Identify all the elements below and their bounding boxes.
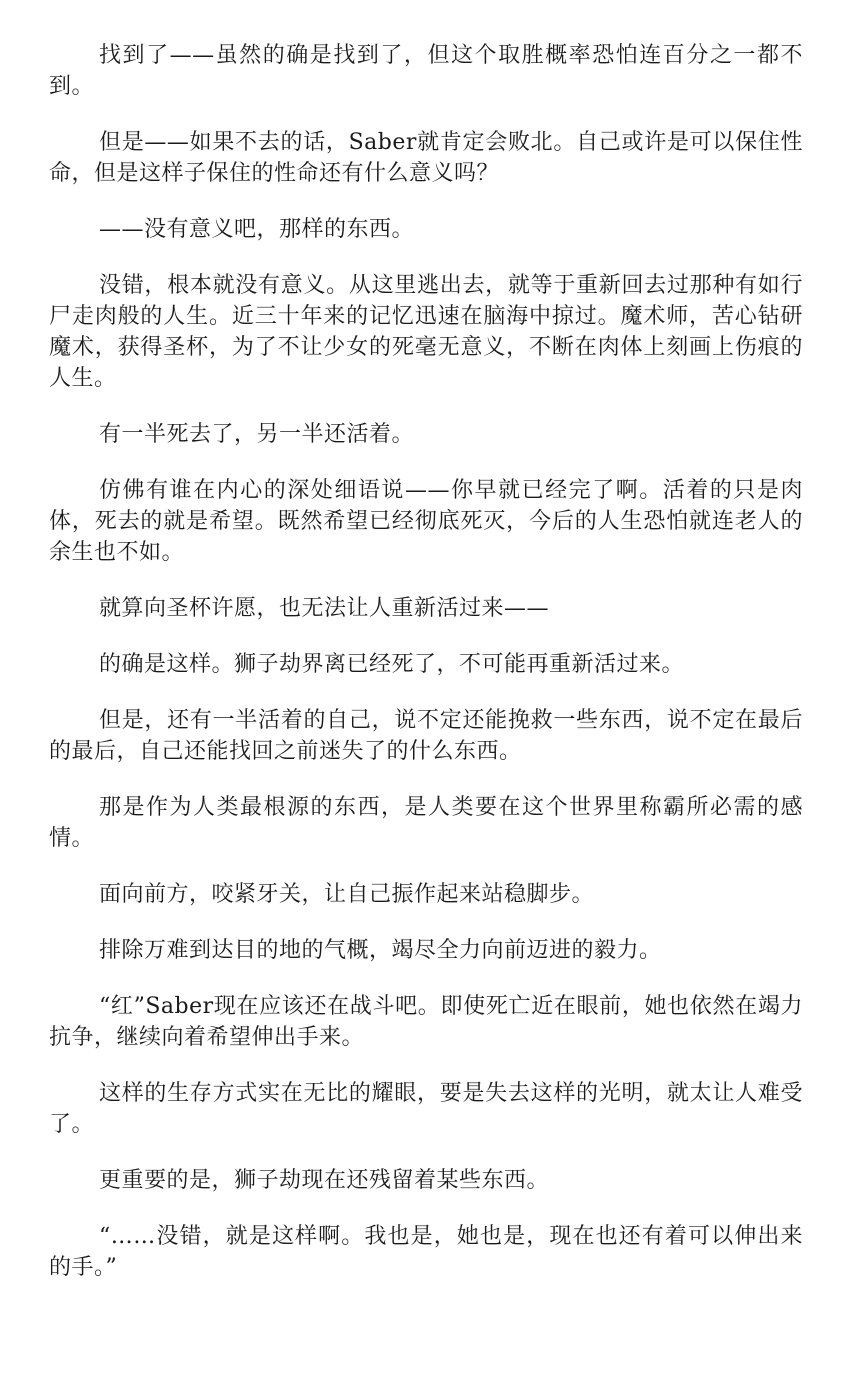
paragraph-3: ——没有意义吧，那样的东西。 [99, 217, 415, 242]
paragraph-16: “……没错，就是这样啊。我也是，她也是，现在也还有着可以伸出来的手。” [49, 1224, 803, 1280]
paragraph-5: 有一半死去了，另一半还活着。 [99, 422, 415, 447]
paragraph-10: 那是作为人类最根源的东西，是人类要在这个世界里称霸所必需的感情。 [49, 795, 803, 851]
paragraph-9: 但是，还有一半活着的自己，说不定还能挽救一些东西，说不定在最后的最后，自己还能找回之前迷失了的什么东西。 [49, 708, 803, 764]
text-body [49, 40, 803, 1308]
paragraph-11: 面向前方，咬紧牙关，让自己振作起来站稳脚步。 [99, 882, 595, 907]
paragraph-6: 仿佛有谁在内心的深处细语说——你早就已经完了啊。活着的只是肉体，死去的就是希望。既然希望已经彻底死灭，今后的人生恐怕就连老人的余生也不如。 [49, 478, 803, 565]
paragraph-8: 的确是这样。狮子劫界离已经死了，不可能再重新活过来。 [99, 652, 685, 677]
paragraph-15: 更重要的是，狮子劫现在还残留着某些东西。 [99, 1168, 550, 1193]
paragraph-4: 没错，根本就没有意义。从这里逃出去，就等于重新回去过那种有如行尸走肉般的人生。近三十年来的记忆迅速在脑海中掠过。魔术师，苦心钻研魔术，获得圣杯，为了不让少女的死毫无意义，不断在肉体上刻画上伤痕的人生。 [49, 273, 803, 391]
paragraph-13: “红”Saber现在应该还在战斗吧。即使死亡近在眼前，她也依然在竭力抗争，继续向着希望伸出手来。 [49, 994, 803, 1050]
paragraph-14: 这样的生存方式实在无比的耀眼，要是失去这样的光明，就太让人难受了。 [49, 1081, 803, 1137]
paragraph-12: 排除万难到达目的地的气概，竭尽全力向前迈进的毅力。 [99, 938, 662, 963]
paragraph-7: 就算向圣杯许愿，也无法让人重新活过来—— [99, 596, 550, 621]
paragraph-1: 找到了——虽然的确是找到了，但这个取胜概率恐怕连百分之一都不到。 [49, 43, 803, 99]
paragraph-2: 但是——如果不去的话，Saber就肯定会败北。自己或许是可以保住性命，但是这样子保住的性命还有什么意义吗？ [49, 130, 803, 186]
